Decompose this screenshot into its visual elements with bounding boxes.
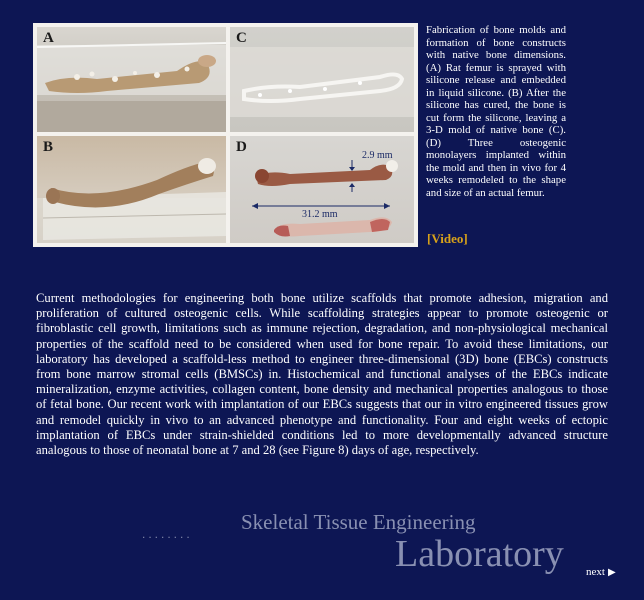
decorative-dots: ........ <box>142 527 193 541</box>
video-link[interactable]: [Video] <box>427 231 468 246</box>
panel-letter: B <box>43 139 54 155</box>
next-link[interactable] <box>586 566 616 578</box>
panel-letter: C <box>236 30 247 46</box>
next-label: next <box>586 566 605 578</box>
lab-subtitle: Skeletal Tissue Engineering <box>241 510 476 534</box>
body-paragraph: Current methodologies for engineering both bone utilize scaffolds that promote adhesion, migration and proliferation of cultured osteogenic cells. While scaffolding strategies appear to promote osteogenic or fibroblastic cell growth, limitations such as immune rejection, degradation, and non-physiological mechanical properties of the scaffold need to be considered when used for bone repair. To avoid these limitations, our laboratory has developed a scaffold-less method to engineer three-dimensional (3D) bone (EBCs) constructs from bone marrow stromal cells (BMSCs) in. Histochemical and functional analyses of the EBCs indicate mineralization, enzyme activities, collagen content, bone density and mechanical properties analogous to those of fetal bone. Our recent work with implantation of our EBCs suggests that our in vitro engineered tissues grow and remodel quickly in vivo to an advanced phenotype and functionality. Four and eight weeks of ectopic implantation of EBCs under strain-shielded conditions led to more developmentally advanced structure analogous to those of neonatal bone at 7 and 28 (see Figure 8) days of age, respectively. <box>36 291 608 458</box>
play-arrow-icon: ▶ <box>607 567 616 578</box>
figure-caption: Fabrication of bone molds and formation of bone constructs with native bone dimensions. (A) Rat femur is sprayed with silicone release and embedded in liquid silicone. (B) After the silicone has cured, the bone is cut form the silicone, leaving a 3-D mold of native bone (C). (D) Three osteogenic monolayers implanted within the mold and then in vivo for 4 weeks remodeled to the shape and size of an actual femur. <box>426 24 566 199</box>
figure-panel-d <box>230 136 414 243</box>
femur-in-liquid-silicone-image <box>37 27 226 132</box>
bone-mold-figure <box>33 23 418 247</box>
panel-letter: D <box>236 139 247 155</box>
figure-panel-c <box>230 27 414 132</box>
panel-letter: A <box>43 30 54 46</box>
thickness-annotation: 2.9 mm <box>362 150 393 161</box>
length-annotation: 31.2 mm <box>302 209 338 220</box>
silicone-mold-cut-image <box>37 136 226 243</box>
figure-panel-b <box>37 136 226 243</box>
lab-title: Laboratory <box>395 533 564 575</box>
figure-panel-a <box>37 27 226 132</box>
native-bone-mold-image <box>230 27 414 132</box>
